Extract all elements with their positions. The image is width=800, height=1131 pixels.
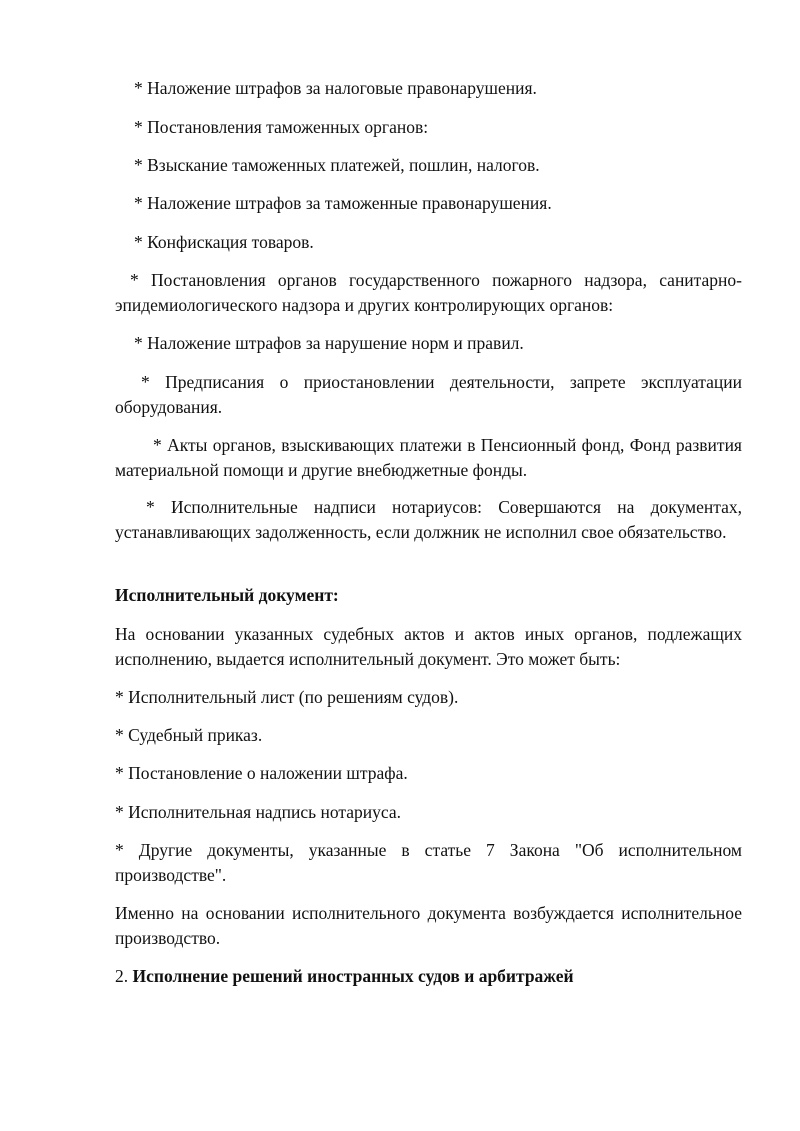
list-item: * Конфискация товаров. bbox=[134, 232, 314, 252]
intro-paragraph: На основании указанных судебных актов и актов иных органов, подлежащих исполнению, выдается исполнительный документ. Это может быть: bbox=[115, 624, 742, 669]
list-item: * Наложение штрафов за налоговые правонарушения. bbox=[134, 78, 537, 98]
list-item: * Акты органов, взыскивающих платежи в Пенсионный фонд, Фонд развития материальной помощи и другие внебюджетные фонды. bbox=[115, 435, 742, 480]
list-item: * Исполнительные надписи нотариусов: Совершаются на документах, устанавливающих задолженность, если должник не исполнил свое обязательство. bbox=[115, 497, 742, 542]
closing-paragraph: Именно на основании исполнительного документа возбуждается исполнительное производство. bbox=[115, 903, 742, 948]
section-number: 2. bbox=[115, 966, 129, 986]
list-item: * Наложение штрафов за нарушение норм и правил. bbox=[134, 333, 524, 353]
list-item: * Постановление о наложении штрафа. bbox=[115, 763, 408, 783]
section-heading: Исполнительный документ: bbox=[115, 585, 339, 605]
list-item: * Предписания о приостановлении деятельности, запрете эксплуатации оборудования. bbox=[115, 372, 742, 417]
list-item: * Судебный приказ. bbox=[115, 725, 263, 745]
list-item: * Исполнительная надпись нотариуса. bbox=[115, 802, 401, 822]
list-item: * Другие документы, указанные в статье 7 Закона "Об исполнительном производстве". bbox=[115, 840, 742, 885]
list-item: * Постановления таможенных органов: bbox=[134, 117, 429, 137]
list-item: * Исполнительный лист (по решениям судов). bbox=[115, 687, 459, 707]
section-title-text: Исполнение решений иностранных судов и арбитражей bbox=[132, 966, 574, 986]
list-item: * Постановления органов государственного пожарного надзора, санитарно-эпидемиологического надзора и других контролирующих органов: bbox=[115, 270, 742, 315]
list-item: * Взыскание таможенных платежей, пошлин, налогов. bbox=[134, 155, 540, 175]
list-item: * Наложение штрафов за таможенные правонарушения. bbox=[134, 193, 552, 213]
section-title bbox=[115, 964, 742, 989]
